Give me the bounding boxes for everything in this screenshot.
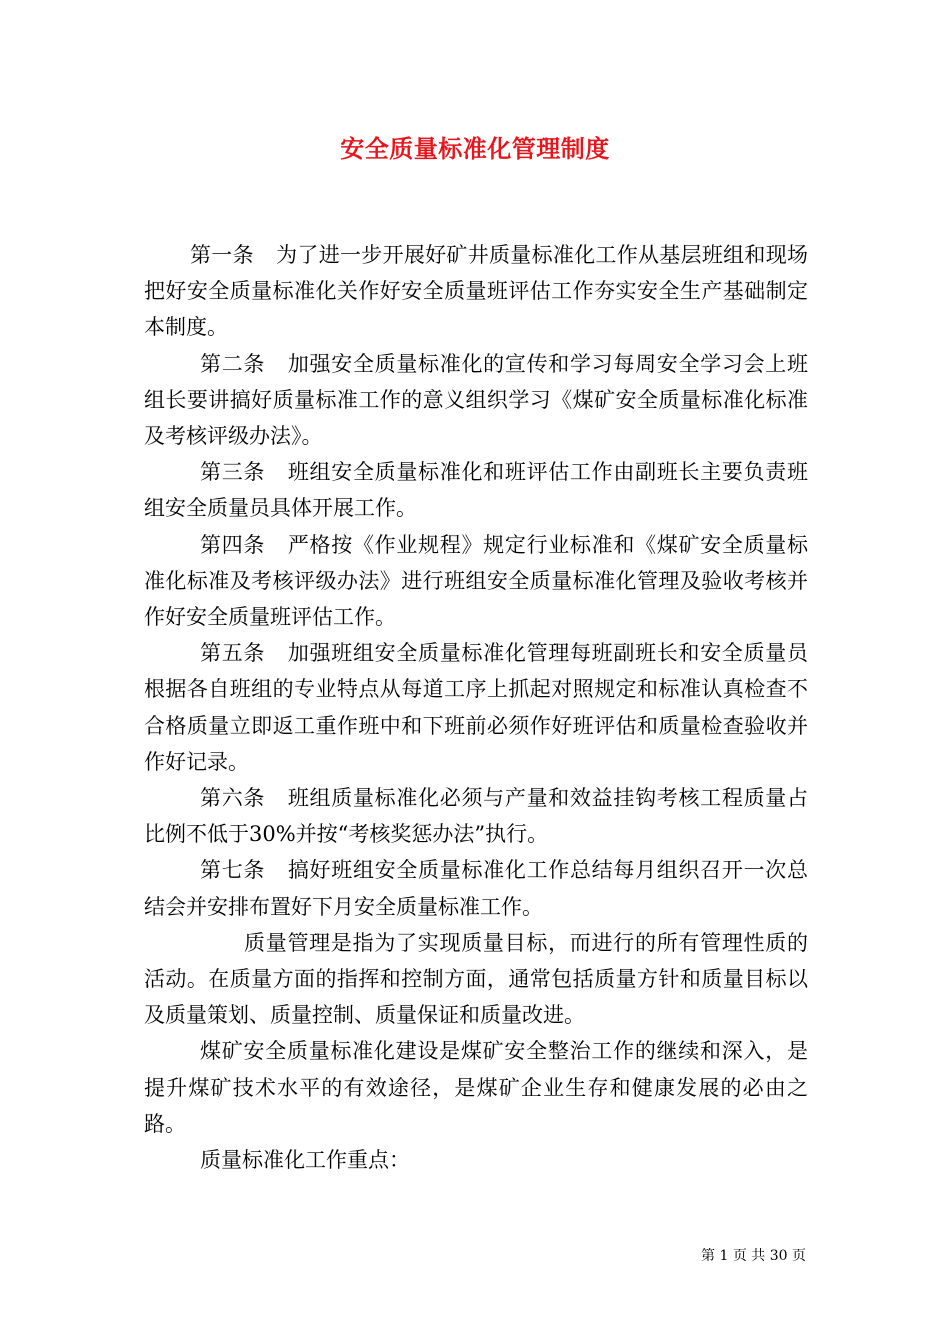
paragraph-coal-mine-safety: 煤矿安全质量标准化建设是煤矿安全整治工作的继续和深入，是提升煤矿技术水平的有效途径，是煤矿企业生存和健康发展的必由之路。 xyxy=(144,1039,808,1136)
article-1 xyxy=(144,237,808,346)
article-label: 第二条 xyxy=(200,351,266,376)
article-label: 第七条 xyxy=(200,858,266,883)
article-label: 第一条 xyxy=(190,243,254,267)
article-label: 第五条 xyxy=(200,641,266,666)
article-label: 第六条 xyxy=(200,786,266,811)
document-body xyxy=(144,237,808,1178)
article-4 xyxy=(144,527,808,636)
article-3 xyxy=(144,454,808,526)
article-text: 班组质量标准化必须与产量和效益挂钩考核工程质量占比例不低于30%并按“考核奖惩办法”执行。 xyxy=(144,786,809,847)
article-text: 搞好班组安全质量标准化工作总结每月组织召开一次总结会并安排布置好下月安全质量标准工作。 xyxy=(144,858,809,919)
article-7 xyxy=(144,852,808,924)
article-text: 严格按《作业规程》规定行业标准和《煤矿安全质量标准化标准及考核评级办法》进行班组安全质量标准化管理及验收考核并作好安全质量班评估工作。 xyxy=(144,532,809,630)
article-6 xyxy=(144,780,808,852)
article-text: 加强安全质量标准化的宣传和学习每周安全学习会上班组长要讲搞好质量标准工作的意义组织学习《煤矿安全质量标准化标准及考核评级办法》。 xyxy=(144,351,809,449)
article-5 xyxy=(144,635,808,780)
article-label: 第四条 xyxy=(200,532,266,557)
article-text: 为了进一步开展好矿井质量标准化工作从基层班组和现场把好安全质量标准化关作好安全质量班评估工作夯实安全生产基础制定本制度。 xyxy=(144,243,808,340)
paragraph-key-points-heading: 质量标准化工作重点： xyxy=(200,1148,410,1173)
page-number-footer: 第 1 页 共 30 页 xyxy=(701,1248,806,1264)
paragraph-quality-management: 质量管理是指为了实现质量目标，而进行的所有管理性质的活动。在质量方面的指挥和控制方面，通常包括质量方针和质量目标以及质量策划、质量控制、质量保证和质量改进。 xyxy=(144,930,808,1028)
document-title: 安全质量标准化管理制度 xyxy=(340,135,610,163)
article-label: 第三条 xyxy=(200,460,266,485)
article-2 xyxy=(144,346,808,455)
article-text: 加强班组安全质量标准化管理每班副班长和安全质量员根据各自班组的专业特点从每道工序上抓起对照规定和标准认真检查不合格质量立即返工重作班中和下班前必须作好班评估和质量检查验收并作好记录。 xyxy=(144,641,809,774)
article-text: 班组安全质量标准化和班评估工作由副班长主要负责班组安全质量员具体开展工作。 xyxy=(144,460,809,521)
